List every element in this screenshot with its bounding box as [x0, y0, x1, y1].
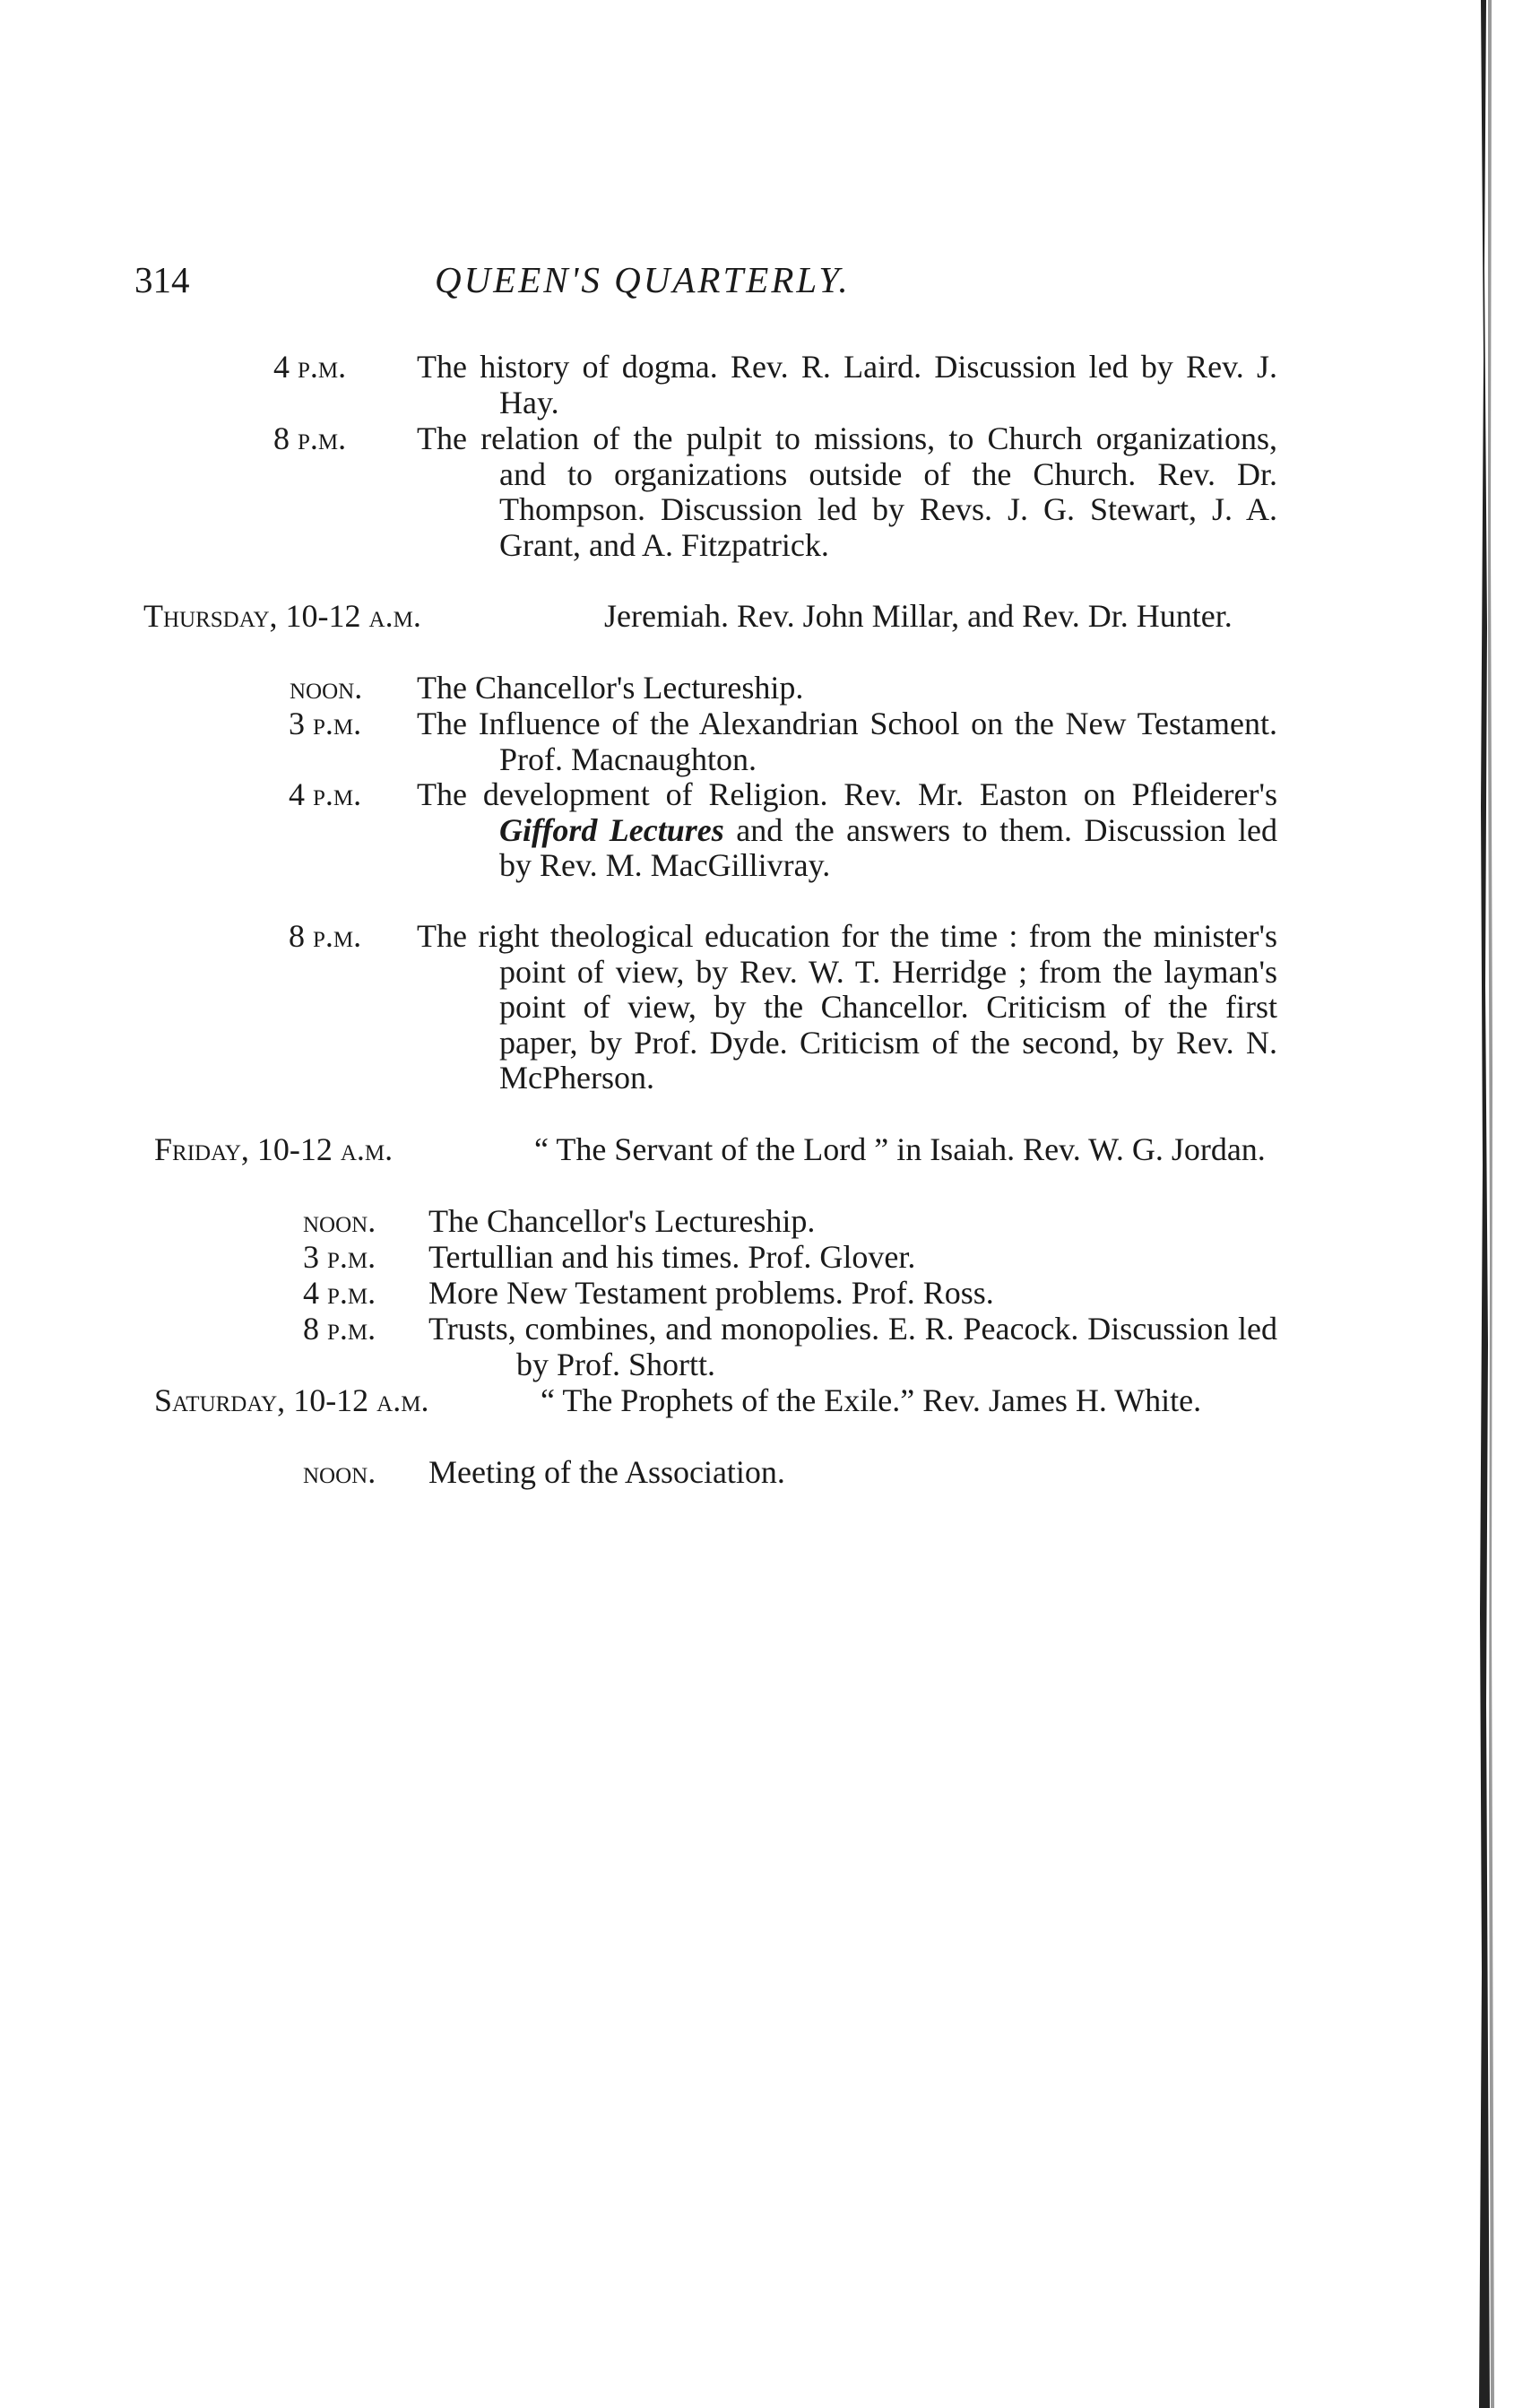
- entry-text: [417, 777, 1277, 884]
- entry-time: 8 p.m.: [273, 420, 347, 456]
- schedule-entry: [0, 599, 1514, 671]
- entry-time: noon.: [290, 670, 363, 706]
- entry-time: noon.: [303, 1454, 376, 1490]
- schedule-entry: [0, 1276, 1514, 1312]
- entry-text: Jeremiah. Rev. John Millar, and Rev. Dr. Hunter.: [604, 598, 1233, 634]
- schedule-entry: [0, 421, 1514, 599]
- entry-text: The Chancellor's Lectureship.: [417, 670, 804, 706]
- page-binding-edge: [1470, 0, 1514, 2408]
- entry-day: Saturday,: [154, 1382, 286, 1418]
- schedule-entry: [0, 919, 1514, 1132]
- entry-text: “ The Servant of the Lord ” in Isaiah. Rev. W. G. Jordan.: [534, 1131, 1266, 1167]
- schedule-entry: [0, 671, 1514, 706]
- page-number: 314: [134, 259, 190, 300]
- entry-text: The Chancellor's Lectureship.: [428, 1203, 816, 1239]
- entry-text-part: and the answers to them. Discussion led by Rev. M. MacGillivray.: [499, 811, 1277, 883]
- entry-text: Trusts, combines, and monopolies. E. R. Peacock. Discussion led by Prof. Shortt.: [428, 1311, 1277, 1382]
- entry-text: The Influence of the Alexandrian School on the New Testament. Prof. Macnaughton.: [417, 706, 1277, 777]
- schedule-entry: [0, 1240, 1514, 1276]
- entry-time: 10-12 a.m.: [285, 598, 421, 634]
- schedule-entry: [0, 706, 1514, 777]
- entry-text: “ The Prophets of the Exile.” Rev. James H. White.: [541, 1382, 1202, 1418]
- running-title: QUEEN'S QUARTERLY.: [435, 259, 851, 300]
- schedule: [0, 350, 1514, 1491]
- entry-text: The right theological education for the time : from the minister's point of view, by Rev. W. T. Herridge ; from the layman's point of view, by the Chancellor. Criticism of the first paper, by Prof. Dyde. Criticism of the second, by Rev. N. McPherson.: [417, 918, 1277, 1096]
- schedule-entry: [0, 1383, 1514, 1455]
- entry-time: 3 p.m.: [303, 1239, 376, 1275]
- book-title: Gifford Lectures: [499, 811, 724, 848]
- entry-day: Friday,: [154, 1131, 249, 1167]
- entry-time: noon.: [303, 1203, 376, 1239]
- entry-time: 4 p.m.: [303, 1275, 376, 1311]
- entry-text: More New Testament problems. Prof. Ross.: [428, 1275, 994, 1311]
- schedule-entry: [0, 1132, 1514, 1204]
- entry-time: 4 p.m.: [273, 349, 347, 385]
- entry-time: 10-12 a.m.: [256, 1131, 394, 1167]
- entry-time: 10-12 a.m.: [293, 1382, 429, 1418]
- entry-time: 4 p.m.: [289, 776, 362, 812]
- schedule-entry: [0, 1312, 1514, 1383]
- schedule-entry: [0, 1455, 1514, 1491]
- entry-text: The history of dogma. Rev. R. Laird. Discussion led by Rev. J. Hay.: [417, 349, 1277, 420]
- schedule-entry: [0, 1204, 1514, 1240]
- page-header: [134, 258, 1300, 312]
- entry-text: Meeting of the Association.: [428, 1454, 785, 1490]
- schedule-entry: [0, 777, 1514, 919]
- entry-text-part: The development of Religion. Rev. Mr. Easton on Pfleiderer's: [417, 776, 1277, 812]
- entry-time: 8 p.m.: [289, 918, 362, 954]
- entry-day: Thursday,: [143, 598, 278, 634]
- entry-time: 3 p.m.: [289, 706, 362, 741]
- schedule-entry: [0, 350, 1514, 421]
- entry-time: 8 p.m.: [303, 1311, 376, 1347]
- entry-text: The relation of the pulpit to missions, to Church organizations, and to organizations outside of the Church. Rev. Dr. Thompson. Discussion led by Revs. J. G. Stewart, J. A. Grant, and A. Fitzpatrick.: [417, 420, 1277, 563]
- entry-text: Tertullian and his times. Prof. Glover.: [428, 1239, 916, 1275]
